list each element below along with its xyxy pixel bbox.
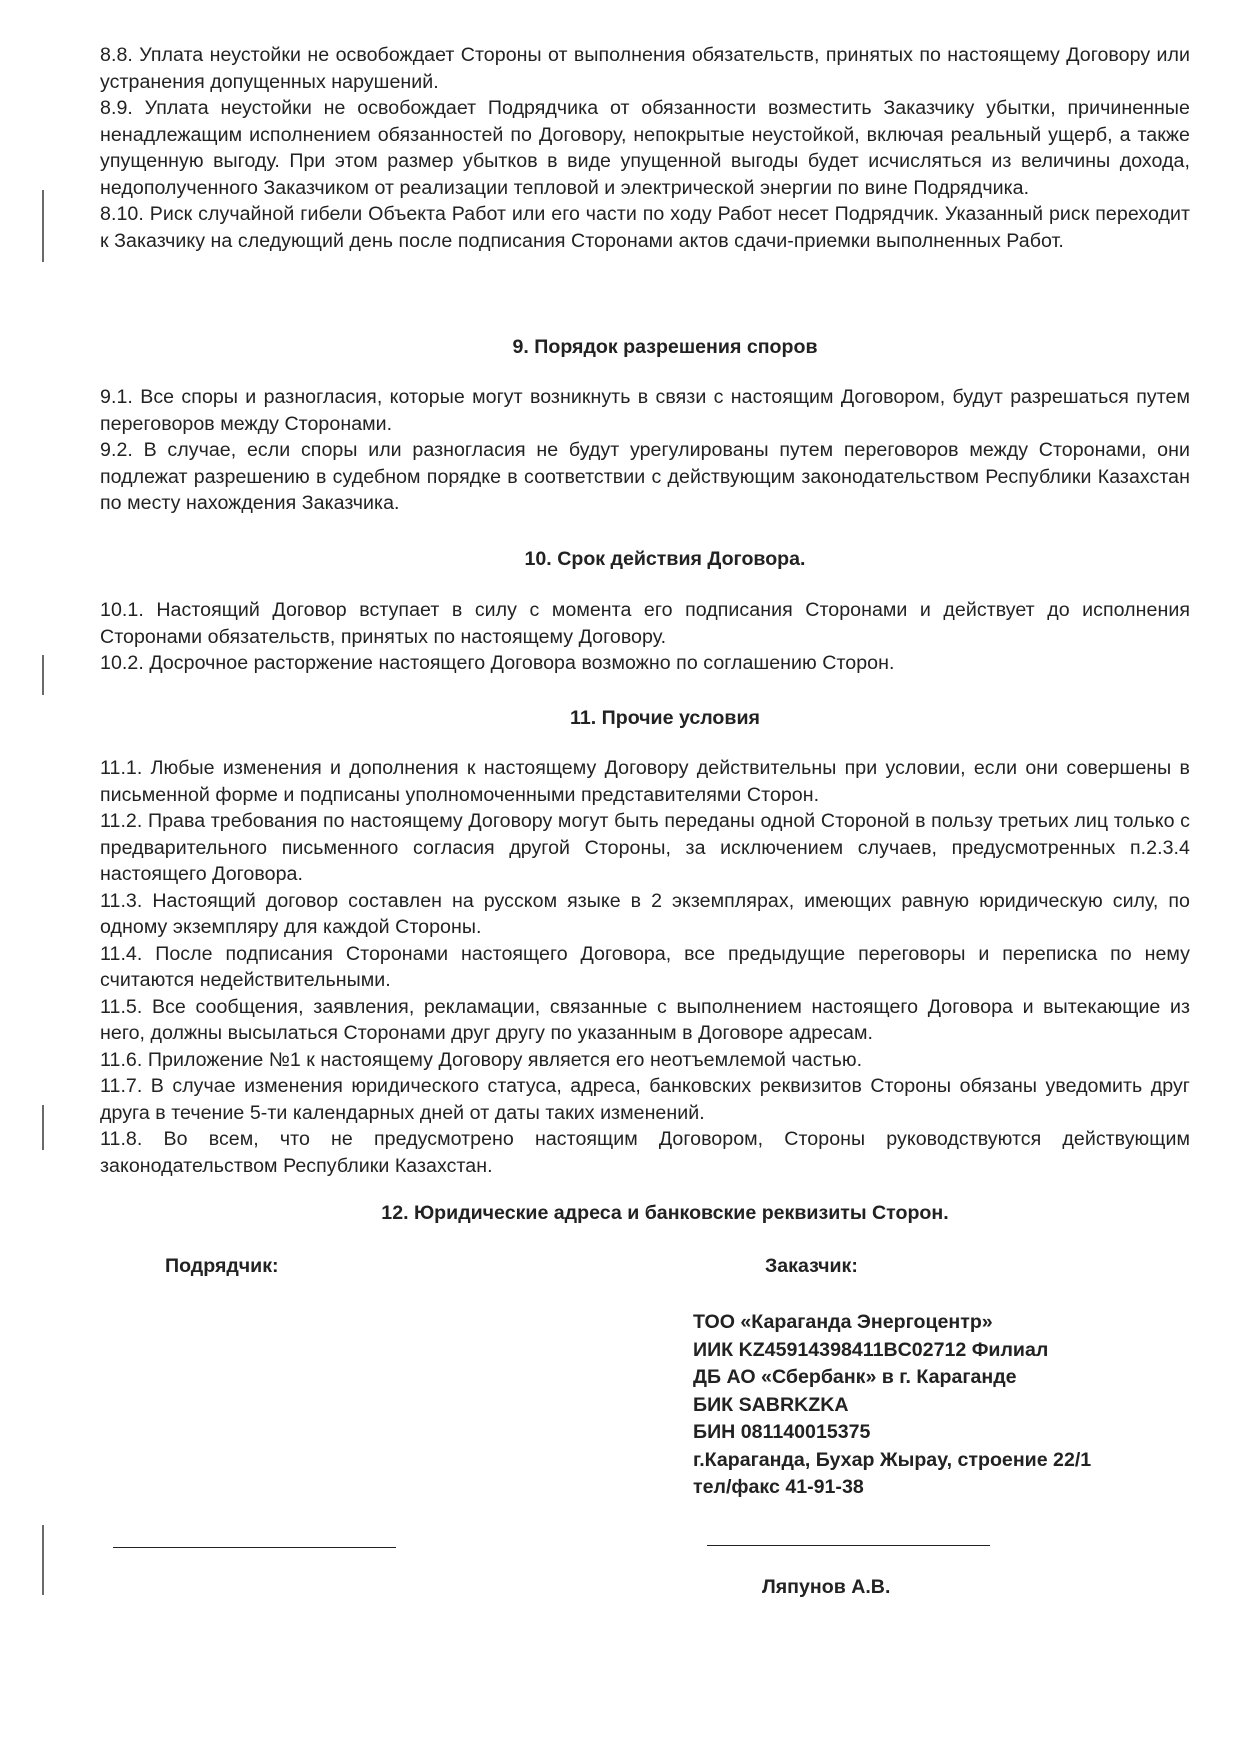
customer-bin: БИН 081140015375 — [693, 1421, 871, 1443]
contractor-label: Подрядчик: — [165, 1255, 279, 1277]
customer-address: г.Караганда, Бухар Жырау, строение 22/1 — [693, 1448, 1092, 1471]
clause-9-2: 9.2. В случае, если споры или разногласия не будут урегулированы путем переговоров между Сторонами, они подлежат разрешению в судебном порядке в соответствии с действующим законодательством Республики Казахстан по месту нахождения Заказчика. — [100, 439, 1190, 514]
scan-mark — [42, 228, 44, 262]
section-12-heading: 12. Юридические адреса и банковские реквизиты Сторон. — [381, 1202, 949, 1224]
section-9-text — [100, 384, 1190, 517]
section-9-heading: 9. Порядок разрешения споров — [512, 336, 818, 358]
clause-11-8: 11.8. Во всем, что не предусмотрено настоящим Договором, Стороны руководствуются действующим законодательством Республики Казахстан. — [100, 1128, 1190, 1177]
customer-company-name: ТОО «Караганда Энергоцентр» — [693, 1311, 993, 1333]
clause-11-1: 11.1. Любые изменения и дополнения к настоящему Договору действительны при условии, если они совершены в письменной форме и подписаны уполномоченными представителями Сторон. — [100, 757, 1190, 806]
customer-signature-line — [707, 1545, 990, 1546]
clause-11-5: 11.5. Все сообщения, заявления, рекламации, связанные с выполнением настоящего Договора и вытекающие из него, должны высылаться Сторонами друг другу по указанным в Договоре адресам. — [100, 995, 1190, 1044]
clause-8-10: 8.10. Риск случайной гибели Объекта Работ или его части по ходу Работ несет Подрядчик. Указанный риск переходит к Заказчику на следующий день после подписания Сторонами актов сдачи-приемки выполненных Работ. — [100, 203, 1190, 252]
scan-mark — [42, 1105, 44, 1150]
section-11-heading: 11. Прочие условия — [570, 707, 760, 729]
clause-9-1: 9.1. Все споры и разногласия, которые могут возникнуть в связи с настоящим Договором, будут разрешаться путем переговоров между Сторонами. — [100, 386, 1190, 435]
clause-11-4: 11.4. После подписания Сторонами настоящего Договора, все предыдущие переговоры и переписка по нему считаются недействительными. — [100, 942, 1190, 991]
customer-phone: тел/факс 41-91-38 — [693, 1476, 864, 1498]
section-10-heading: 10. Срок действия Договора. — [524, 548, 806, 570]
customer-requisites — [693, 1309, 1091, 1502]
clause-11-6: 11.6. Приложение №1 к настоящему Договору является его неотъемлемой частью. — [100, 1048, 863, 1071]
clause-10-1: 10.1. Настоящий Договор вступает в силу с момента его подписания Сторонами и действует до исполнения Сторонами обязательств, принятых по настоящему Договору. — [100, 599, 1190, 648]
clause-11-7: 11.7. В случае изменения юридического статуса, адреса, банковских реквизитов Стороны обязаны уведомить друг друга в течение 5-ти календарных дней от даты таких изменений. — [100, 1075, 1190, 1124]
clause-10-2: 10.2. Досрочное расторжение настоящего Договора возможно по соглашению Сторон. — [100, 652, 895, 674]
contractor-signature-line — [113, 1547, 396, 1548]
clause-11-3: 11.3. Настоящий договор составлен на русском языке в 2 экземплярах, имеющих равную юридическую силу, по одному экземпляру для каждой Стороны. — [100, 889, 1190, 938]
customer-signer-name: Ляпунов А.В. — [762, 1576, 891, 1598]
customer-iik: ИИК KZ45914398411BC02712 Филиал — [693, 1338, 1049, 1361]
section-11-text — [100, 755, 1190, 1179]
clause-8-8: 8.8. Уплата неустойки не освобождает Стороны от выполнения обязательств, принятых по настоящему Договору или устранения допущенных нарушений. — [100, 44, 1190, 93]
customer-label: Заказчик: — [765, 1255, 858, 1277]
clause-11-2: 11.2. Права требования по настоящему Договору могут быть переданы одной Стороной в пользу третьих лиц только с предварительного письменного согласия другой Стороны, за исключением случаев, предусмотренных п.2.3.4 настоящего Договора. — [100, 810, 1190, 885]
section-10-text — [100, 597, 1190, 677]
scan-mark — [42, 1525, 44, 1595]
customer-bik: БИК SABRKZKA — [693, 1393, 849, 1416]
clause-8-9: 8.9. Уплата неустойки не освобождает Подрядчика от обязанности возместить Заказчику убытки, причиненные ненадлежащим исполнением обязанностей по Договору, непокрытые неустойкой, включая реальный ущерб, а также упущенную выгоду. При этом размер убытков в виде упущенной выгоды будет исчисляться из величины дохода, недополученного Заказчиком от реализации тепловой и электрической энергии по вине Подрядчика. — [100, 97, 1190, 199]
customer-bank: ДБ АО «Сбербанк» в г. Караганде — [693, 1366, 1017, 1388]
scan-mark — [42, 655, 44, 695]
section-8-text — [100, 42, 1190, 254]
